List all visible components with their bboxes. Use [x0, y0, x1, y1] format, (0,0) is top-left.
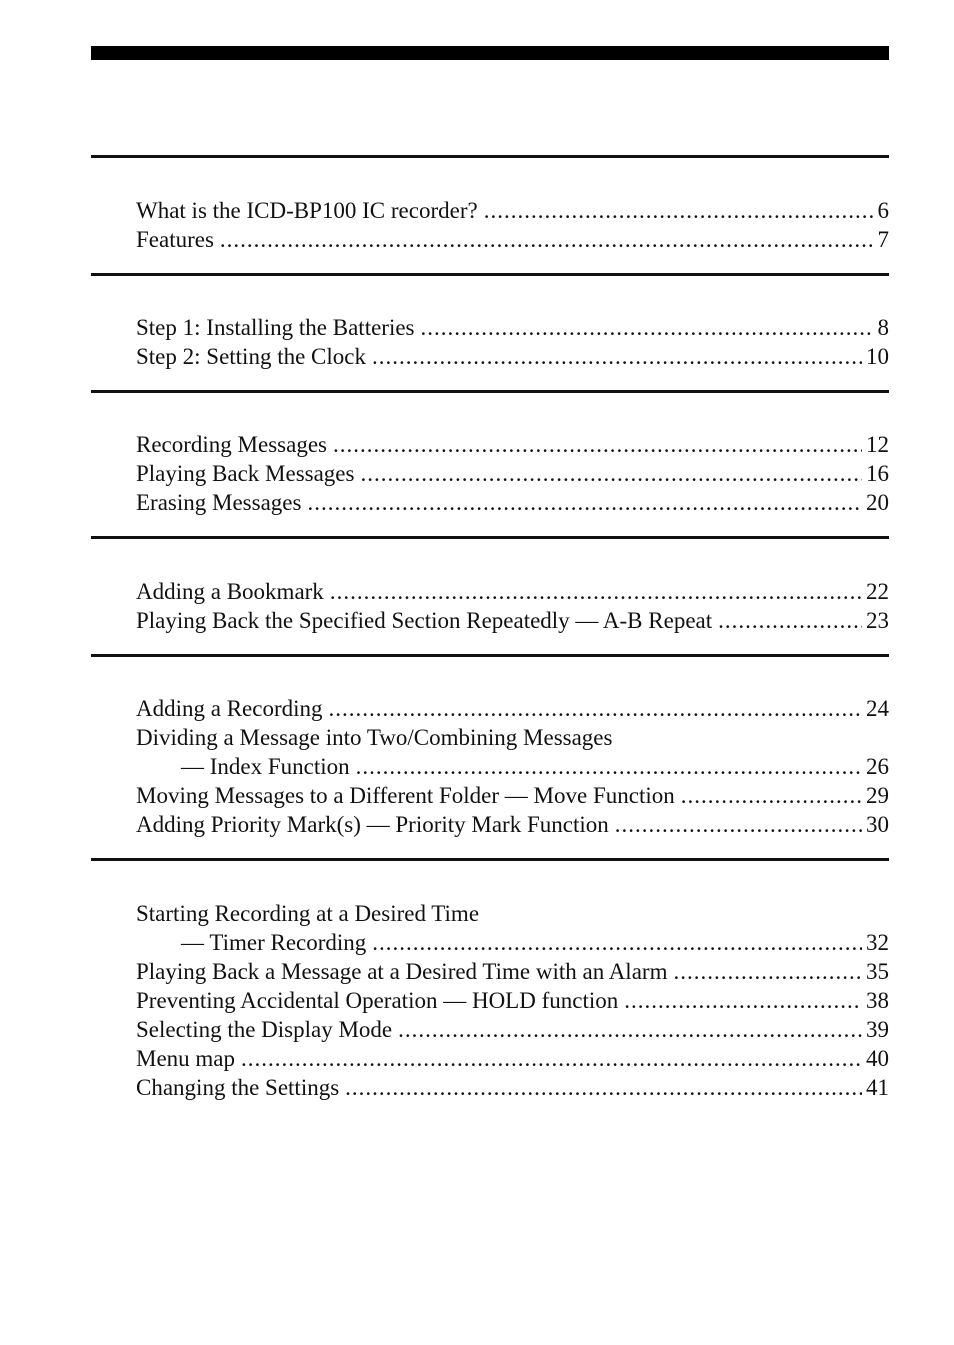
dot-leader [624, 986, 862, 1015]
toc-entry-title: Menu map [136, 1046, 236, 1071]
toc-entry-title: Erasing Messages [136, 490, 302, 515]
toc-entry-title: Dividing a Message into Two/Combining Messages [136, 725, 613, 750]
toc-entry[interactable] [136, 430, 889, 459]
toc-entry[interactable] [136, 488, 889, 517]
dot-leader [681, 781, 862, 810]
toc-entry-title: Step 1: Installing the Batteries [136, 315, 415, 340]
toc-entry-page: 32 [866, 930, 889, 955]
toc-entry-title: Moving Messages to a Different Folder — Move Function [136, 783, 675, 808]
toc-entry[interactable] [136, 577, 889, 606]
toc-entry[interactable] [136, 1044, 889, 1073]
dot-leader [330, 577, 862, 606]
toc-section-5 [91, 654, 889, 837]
toc-entry[interactable] [136, 957, 889, 986]
toc-entry-title: Features [136, 227, 214, 252]
toc-entry-page: 29 [866, 783, 889, 808]
dot-leader [398, 1015, 862, 1044]
dot-leader [718, 606, 862, 635]
toc-entry-title: Recording Messages [136, 432, 327, 457]
toc-section-4 [91, 536, 889, 633]
toc-entry[interactable] [136, 810, 889, 839]
toc-entry-page: 30 [866, 812, 889, 837]
toc-entry-page: 22 [866, 579, 889, 604]
toc-entry[interactable] [136, 459, 889, 488]
toc-entry-page: 12 [866, 432, 889, 457]
toc-entry[interactable] [136, 899, 889, 928]
toc-entry-page: 35 [866, 959, 889, 984]
dot-leader [333, 430, 862, 459]
toc-entry-title: Adding a Recording [136, 696, 323, 721]
toc-entry[interactable] [136, 723, 889, 752]
toc-entry[interactable] [136, 606, 889, 635]
toc-entry[interactable] [136, 752, 889, 781]
toc-entry-page: 26 [866, 754, 889, 779]
toc-entry-page: 40 [866, 1046, 889, 1071]
toc-entry-title: Playing Back Messages [136, 461, 355, 486]
toc-entry-page: 39 [866, 1017, 889, 1042]
toc-section-1 [91, 155, 889, 252]
toc-entry-title: Adding Priority Mark(s) — Priority Mark Function [136, 812, 609, 837]
toc-entry-title: Step 2: Setting the Clock [136, 344, 366, 369]
toc-entry[interactable] [136, 1015, 889, 1044]
toc-entry-page: 6 [877, 198, 889, 223]
toc-entry-page: 41 [866, 1075, 889, 1100]
toc-entry[interactable] [136, 781, 889, 810]
toc-entry-page: 20 [866, 490, 889, 515]
toc-section-6 [91, 858, 889, 1100]
toc-section-3 [91, 390, 889, 515]
toc-entry-title: Adding a Bookmark [136, 579, 324, 604]
toc-section-2 [91, 273, 889, 369]
toc-entry-page: 23 [866, 608, 889, 633]
dot-leader [241, 1044, 862, 1073]
toc-entry[interactable] [136, 1073, 889, 1102]
toc-entry[interactable] [136, 225, 889, 254]
toc-entry[interactable] [136, 986, 889, 1015]
dot-leader [484, 196, 874, 225]
dot-leader [673, 957, 862, 986]
toc-entry-page: 7 [877, 227, 889, 252]
toc-entry-page: 24 [866, 696, 889, 721]
toc-entry-title: Changing the Settings [136, 1075, 340, 1100]
toc-entry-title: Playing Back a Message at a Desired Time with an Alarm [136, 959, 668, 984]
toc-entry[interactable] [136, 928, 889, 957]
toc-entry-title: Starting Recording at a Desired Time [136, 901, 480, 926]
toc-entry-title: Preventing Accidental Operation — HOLD function [136, 988, 619, 1013]
toc-entry[interactable] [136, 196, 889, 225]
toc-entry-title: — Index Function [181, 754, 350, 779]
dot-leader [307, 488, 862, 517]
toc-entry-page: 16 [866, 461, 889, 486]
toc-entry[interactable] [136, 342, 889, 371]
toc-entry-title: — Timer Recording [181, 930, 367, 955]
dot-leader [372, 928, 862, 957]
toc-entry-title: What is the ICD-BP100 IC recorder? [136, 198, 478, 223]
toc-entry[interactable] [136, 313, 889, 342]
dot-leader [421, 313, 874, 342]
dot-leader [372, 342, 862, 371]
dot-leader [356, 752, 862, 781]
dot-leader [360, 459, 862, 488]
dot-leader [345, 1073, 862, 1102]
toc-entry-page: 38 [866, 988, 889, 1013]
header-bar [91, 46, 889, 60]
toc-entry-title: Playing Back the Specified Section Repeatedly — A-B Repeat [136, 608, 713, 633]
dot-leader [615, 810, 862, 839]
dot-leader [329, 694, 862, 723]
dot-leader [220, 225, 874, 254]
toc-entry[interactable] [136, 694, 889, 723]
toc-entry-page: 8 [877, 315, 889, 340]
toc-entry-title: Selecting the Display Mode [136, 1017, 393, 1042]
toc-entry-page: 10 [866, 344, 889, 369]
